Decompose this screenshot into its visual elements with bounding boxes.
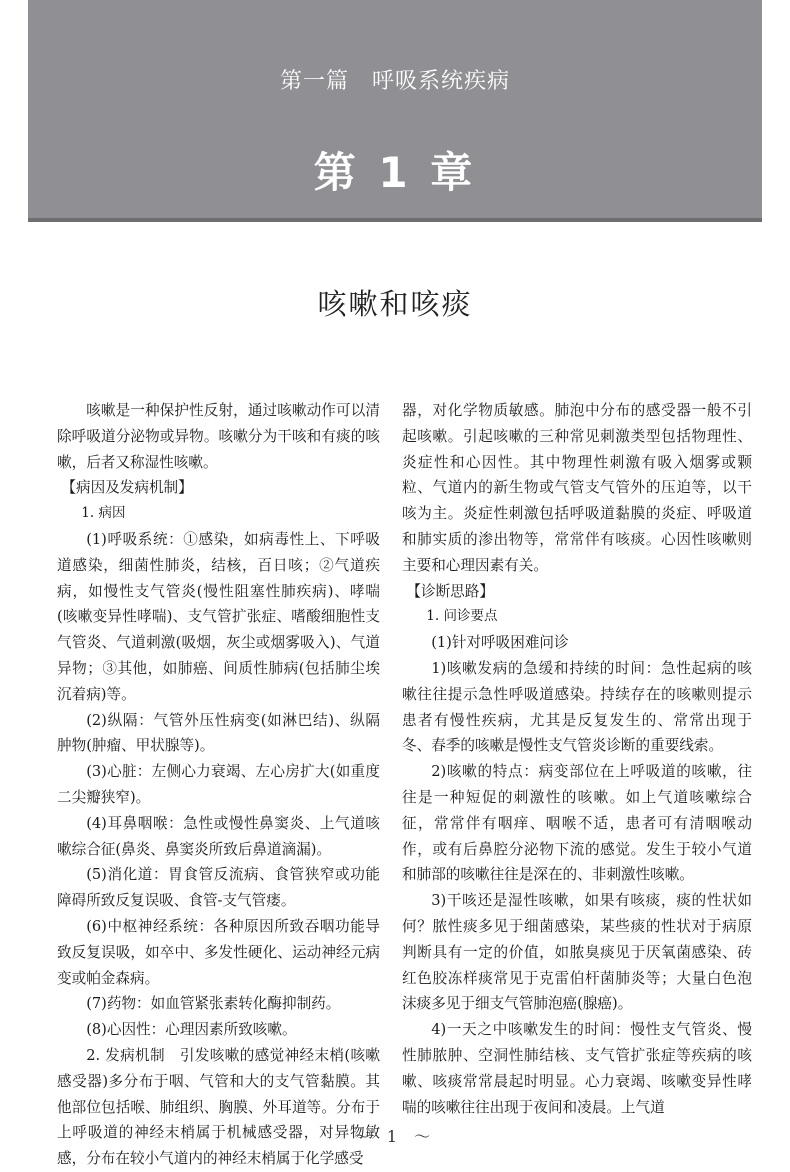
left-column <box>57 398 380 1172</box>
paragraph: (1)针对呼吸困难问诊 <box>431 634 569 652</box>
paragraph: (5)消化道：胃食管反流病、食管狭窄或功能障碍所致反复误吸、食管-支气管瘘。 <box>57 866 380 910</box>
paragraph: (1)呼吸系统：①感染，如病毒性上、下呼吸道感染，细菌性肺炎，结核，百日咳；②气道疾病，如慢性支气管炎(慢性阻塞性肺疾病)、哮喘(咳嗽变异性哮喘)、支气管扩张症、嗜酸细胞性支气管炎、气道刺激(吸烟，灰尘或烟雾吸入)、气道异物；③其他，如肺癌、间质性肺病(包括肺尘埃沉着病)等。 <box>57 530 380 703</box>
right-column <box>402 398 752 1120</box>
section-title: 咳嗽和咳痰 <box>317 287 473 321</box>
paragraph: 3)干咳还是湿性咳嗽，如果有咳痰，痰的性状如何？脓性痰多见于细菌感染，某些痰的性状对于病原判断具有一定的价值，如脓臭痰见于厌氧菌感染、砖红色胶冻样痰常见于克雷伯杆菌肺炎等；大量白色泡沫痰多见于细支气管肺泡癌(腺癌)。 <box>402 892 752 1013</box>
section-heading: 【病因及发病机制】 <box>61 479 193 497</box>
paragraph: (4)耳鼻咽喉：急性或慢性鼻窦炎、上气道咳嗽综合征(鼻炎、鼻窦炎所致后鼻道滴漏)。 <box>57 814 380 858</box>
paragraph: (6)中枢神经系统：各种原因所致吞咽功能导致反复误吸，如卒中、多发性硬化、运动神经元病变或帕金森病。 <box>57 917 380 987</box>
paragraph: (2)纵隔：气管外压性病变(如淋巴结)、纵隔肿物(肿瘤、甲状腺等)。 <box>57 711 380 755</box>
chapter-banner <box>28 0 762 222</box>
paragraph: (7)药物：如血管紧张素转化酶抑制药。 <box>86 995 341 1013</box>
paragraph: 器，对化学物质敏感。肺泡中分布的感受器一般不引起咳嗽。引起咳嗽的三种常见刺激类型包括物理性、炎症性和心因性。其中物理性刺激有吸入烟雾或颗粒、气道内的新生物或气管支气管外的压迫等，以干咳为主。炎症性刺激包括呼吸道黏膜的炎症、呼吸道和肺实质的渗出物等，常常伴有咳痰。心因性咳嗽则主要和心理因素有关。 <box>402 402 752 574</box>
chapter-number: 第 1 章 <box>313 148 477 197</box>
paragraph: 1)咳嗽发病的急缓和持续的时间：急性起病的咳嗽往往提示急性呼吸道感染。持续存在的咳嗽则提示患者有慢性疾病，尤其是反复发生的、常常出现于冬、春季的咳嗽是慢性支气管炎诊断的重要线索。 <box>402 659 752 755</box>
paragraph: (8)心因性：心理因素所致咳嗽。 <box>86 1021 297 1039</box>
subheading: 1. 问诊要点 <box>426 608 498 625</box>
paragraph: 2)咳嗽的特点：病变部位在上呼吸道的咳嗽，往往是一种短促的刺激性的咳嗽。如上气道咳嗽综合征，常常伴有咽痒、咽喉不适，患者可有清咽喉动作，或有后鼻腔分泌物下流的感觉。发生于较小气道和肺部的咳嗽往往是深在的、非刺激性咳嗽。 <box>402 763 752 884</box>
part-title: 第一篇 呼吸系统疾病 <box>279 69 510 94</box>
subheading: 1. 病因 <box>81 505 126 522</box>
paragraph: 4)一天之中咳嗽发生的时间：慢性支气管炎、慢性肺脓肿、空洞性肺结核、支气管扩张症等疾病的咳嗽、咳痰常常晨起时明显。心力衰竭、咳嗽变异性哮喘的咳嗽往往出现于夜间和凌晨。上气道 <box>402 1021 752 1116</box>
page-number: ～ 1 ～ <box>353 1127 437 1146</box>
paragraph: 咳嗽是一种保护性反射，通过咳嗽动作可以清除呼吸道分泌物或异物。咳嗽分为干咳和有痰的咳嗽，后者又称湿性咳嗽。 <box>57 402 380 471</box>
paragraph: 2. 发病机制 引发咳嗽的感觉神经末梢(咳嗽感受器)多分布于咽、气管和大的支气管黏膜。其他部位包括喉、肺组织、胸膜、外耳道等。分布于上呼吸道的神经末梢属于机械感受器，对异物敏感，分布在较小气道内的神经末梢属于化学感受 <box>57 1046 380 1168</box>
section-heading: 【诊断思路】 <box>406 582 494 600</box>
paragraph: (3)心脏：左侧心力衰竭、左心房扩大(如重度二尖瓣狭窄)。 <box>57 763 380 806</box>
